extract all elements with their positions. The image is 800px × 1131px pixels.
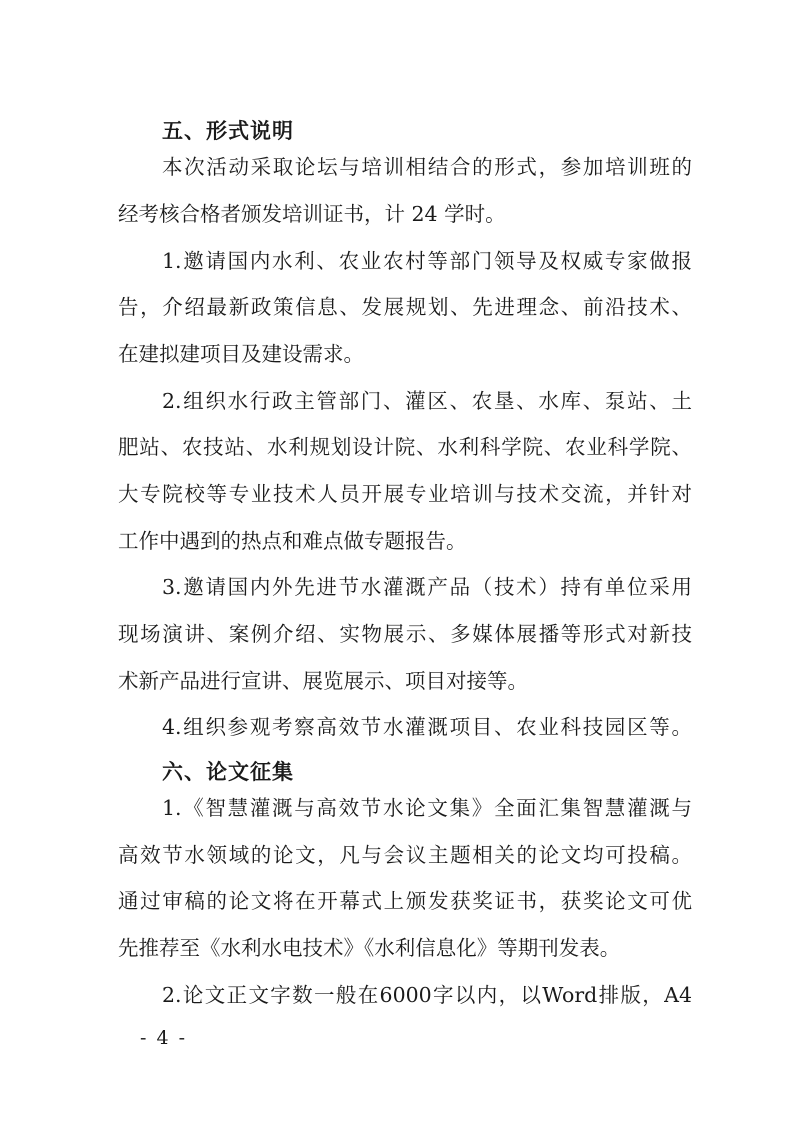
paragraph-line: 大专院校等专业技术人员开展专业培训与技术交流，并针对	[118, 482, 692, 506]
paragraph-line: 2.组织水行政主管部门、灌区、农垦、水库、泵站、土	[162, 389, 692, 413]
paragraph-line: 肥站、农技站、水利规划设计院、水利科学院、农业科学院、	[118, 435, 692, 459]
page-number: - 4 -	[140, 1027, 188, 1049]
paragraph-line: 本次活动采取论坛与培训相结合的形式，参加培训班的	[162, 155, 692, 179]
section-heading-papers: 六、论文征集	[162, 760, 294, 784]
paragraph-line: 现场演讲、案例介绍、实物展示、多媒体展播等形式对新技	[118, 622, 692, 646]
paragraph-line: 3.邀请国内外先进节水灌溉产品（技术）持有单位采用	[162, 575, 692, 599]
paragraph-line: 通过审稿的论文将在开幕式上颁发获奖证书，获奖论文可优	[118, 889, 692, 913]
paragraph-line: 经考核合格者颁发培训证书，计 24 学时。	[118, 202, 506, 226]
paragraph-line: 1.邀请国内水利、农业农村等部门领导及权威专家做报	[162, 249, 692, 273]
paragraph-line: 2.论文正文字数一般在6000字以内，以Word排版，A4	[162, 983, 692, 1007]
paragraph-line: 术新产品进行宣讲、展览展示、项目对接等。	[118, 669, 528, 693]
section-heading-format: 五、形式说明	[162, 119, 294, 143]
paragraph-line: 在建拟建项目及建设需求。	[118, 342, 364, 366]
paragraph-line: 告，介绍最新政策信息、发展规划、先进理念、前沿技术、	[118, 295, 692, 319]
paragraph-line: 工作中遇到的热点和难点做专题报告。	[118, 529, 467, 553]
paragraph-line: 4.组织参观考察高效节水灌溉项目、农业科技园区等。	[162, 715, 692, 739]
paragraph-line: 先推荐至《水利水电技术》《水利信息化》等期刊发表。	[118, 936, 621, 960]
paragraph-line: 1.《智慧灌溉与高效节水论文集》全面汇集智慧灌溉与	[162, 796, 692, 820]
paragraph-line: 高效节水领域的论文，凡与会议主题相关的论文均可投稿。	[118, 843, 692, 867]
